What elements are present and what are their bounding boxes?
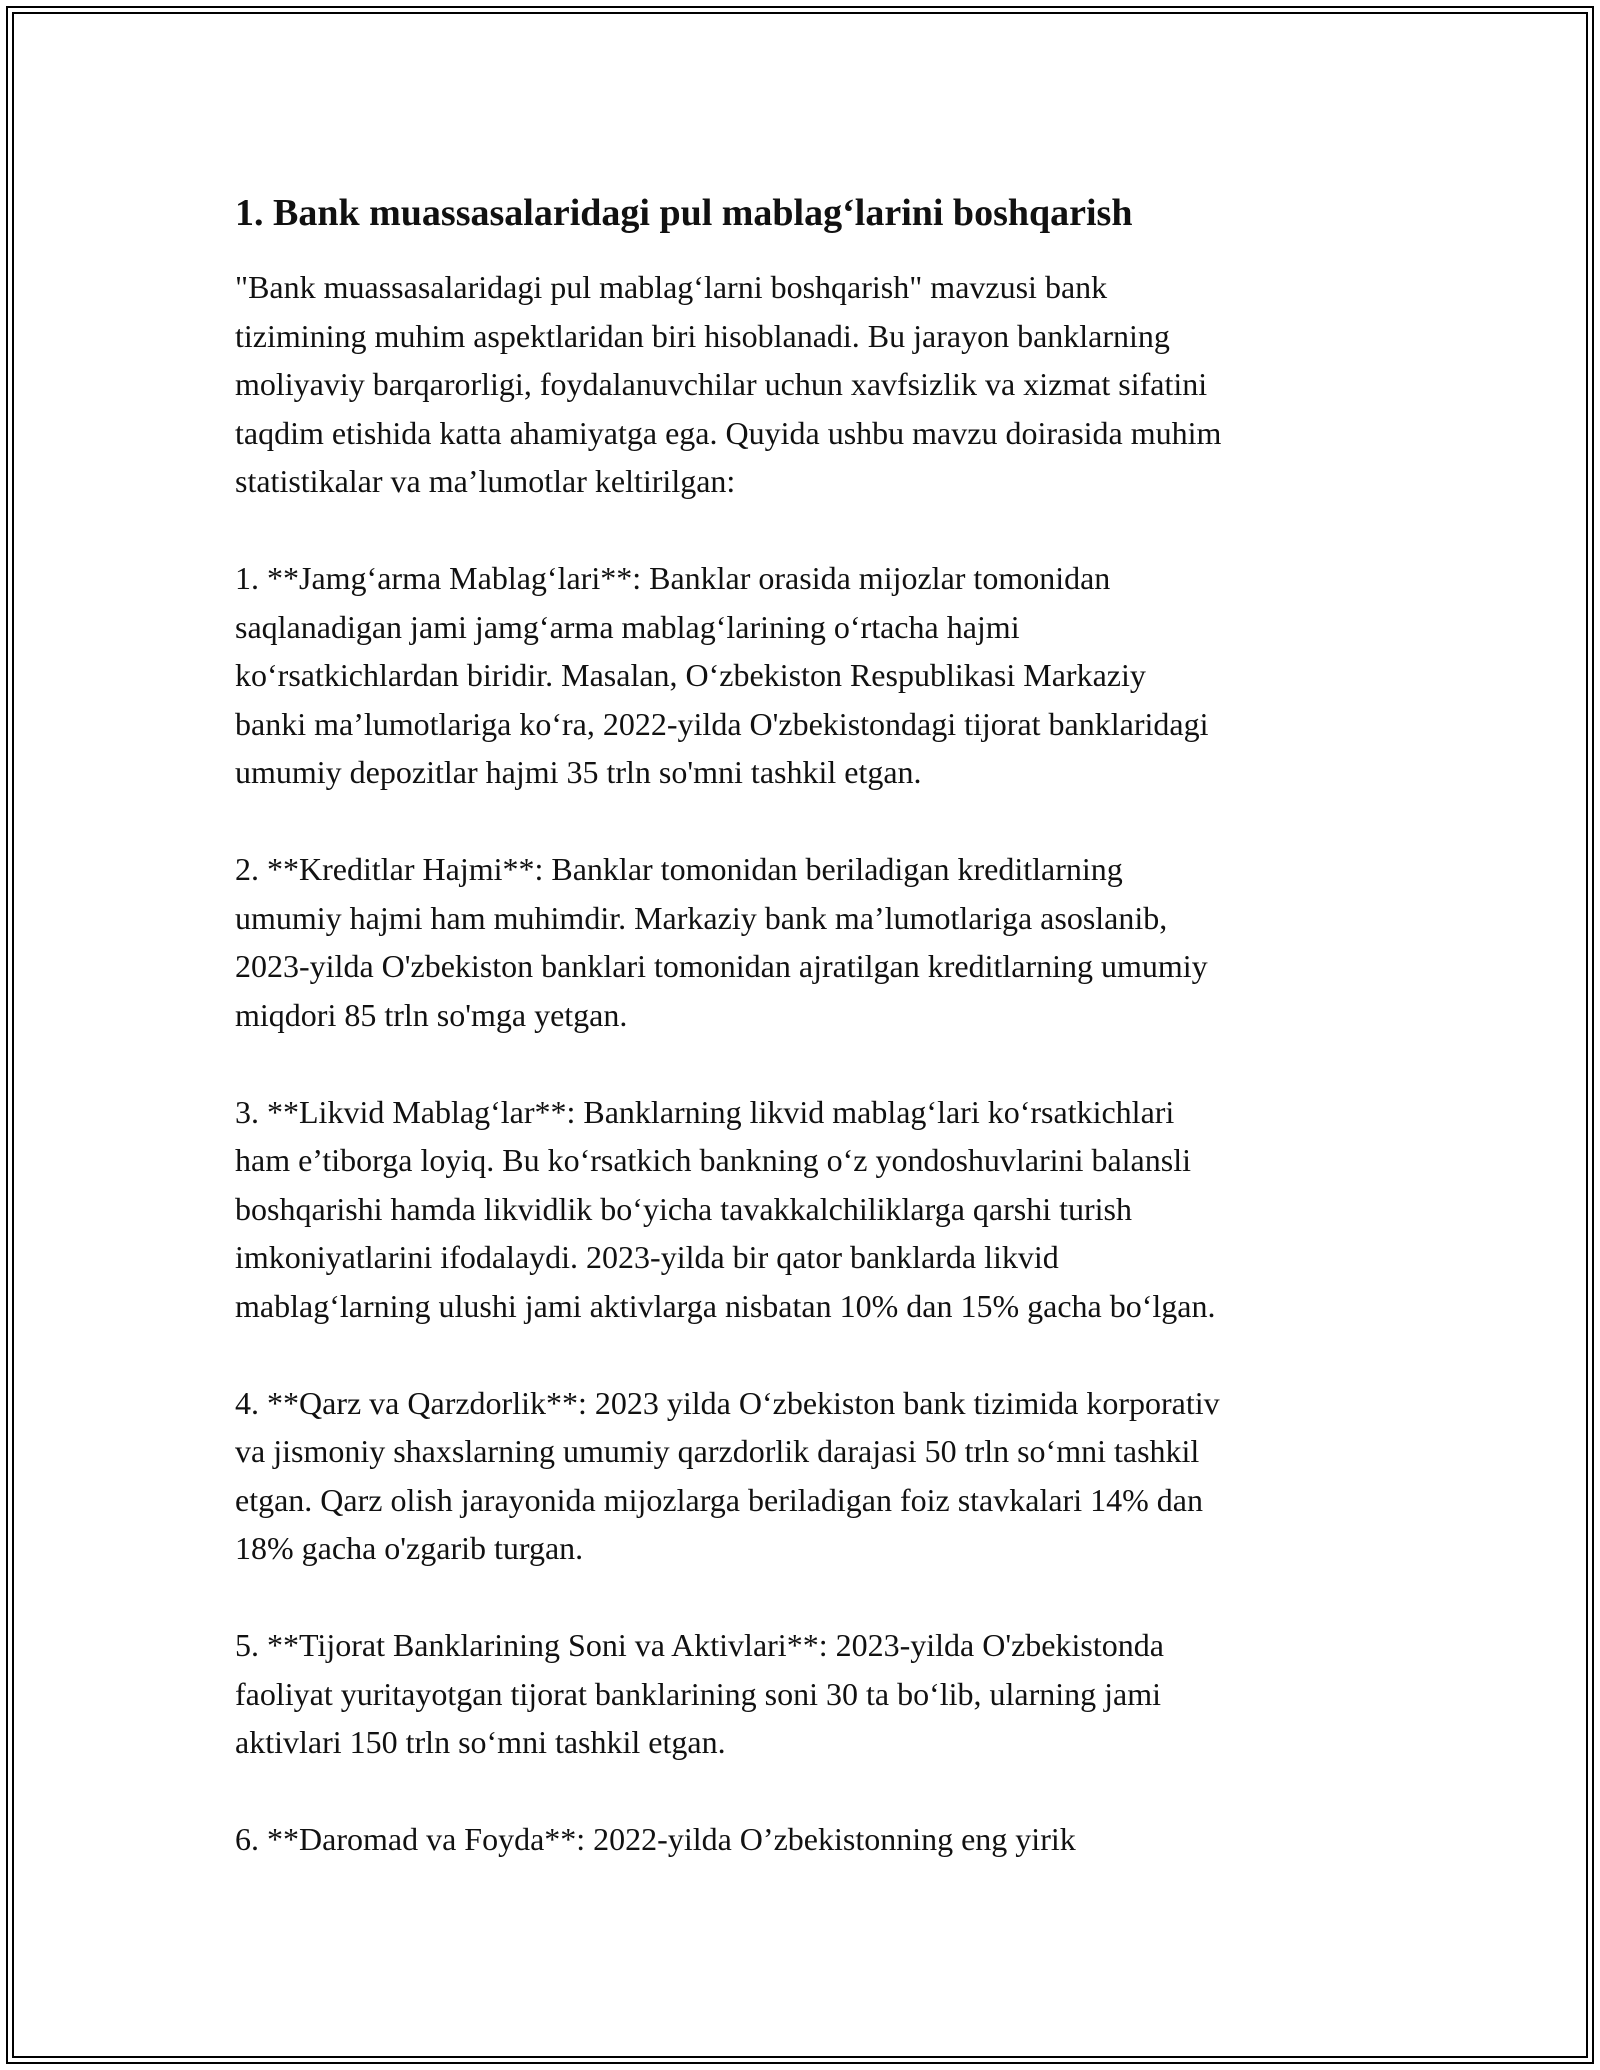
document-body	[235, 185, 1375, 1912]
text-line: va jismoniy shaxslarning umumiy qarzdorlik darajasi 50 trln so‘mni tashkil	[235, 1433, 1200, 1469]
text-line: 5. **Tijorat Banklarining Soni va Aktivlari**: 2023-yilda O'zbekistonda	[235, 1627, 1164, 1663]
text-line: umumiy hajmi ham muhimdir. Markaziy bank ma’lumotlariga asoslanib,	[235, 899, 1168, 936]
text-line: faoliyat yuritayotgan tijorat banklarining soni 30 ta bo‘lib, ularning jami	[235, 1675, 1162, 1712]
text-line: 4. **Qarz va Qarzdorlik**: 2023 yilda O‘zbekiston bank tizimida korporativ	[235, 1384, 1220, 1421]
text-line: ham e’tiborga loyiq. Bu ko‘rsatkich bankning o‘z yondoshuvlarini balansli	[235, 1142, 1191, 1178]
text-line: banki ma’lumotlariga ko‘ra, 2022-yilda O'zbekistondagi tijorat banklaridagi	[235, 705, 1209, 742]
text-line: etgan. Qarz olish jarayonida mijozlarga beriladigan foiz stavkalari 14% dan	[235, 1481, 1203, 1518]
text-line: moliyaviy barqarorligi, foydalanuvchilar uchun xavfsizlik va xizmat sifatini	[235, 366, 1208, 402]
intro-paragraph	[235, 263, 1375, 506]
text-line: 2023-yilda O'zbekiston banklari tomonidan ajratilgan kreditlarning umumiy	[235, 948, 1208, 984]
text-line: miqdori 85 trln so'mga yetgan.	[235, 996, 628, 1033]
list-item-banks-count	[235, 1621, 1375, 1767]
text-line: umumiy depozitlar hajmi 35 trln so'mni tashkil etgan.	[235, 754, 922, 790]
text-line: saqlanadigan jami jamg‘arma mablag‘larining o‘rtacha hajmi	[235, 608, 1020, 645]
text-line: taqdim etishida katta ahamiyatga ega. Quyida ushbu mavzu doirasida muhim	[235, 414, 1222, 451]
list-item-liquidity	[235, 1088, 1375, 1331]
list-item-savings	[235, 554, 1375, 797]
text-line: boshqarishi hamda likvidlik bo‘yicha tavakkalchiliklarga qarshi turish	[235, 1190, 1132, 1227]
list-item-income	[235, 1815, 1375, 1864]
text-line: tizimining muhim aspektlaridan biri hisoblanadi. Bu jarayon banklarning	[235, 317, 1170, 354]
text-line: aktivlari 150 trln so‘mni tashkil etgan.	[235, 1724, 726, 1760]
section-heading: 1. Bank muassasalaridagi pul mablag‘larini boshqarish	[235, 192, 1133, 234]
list-item-debt	[235, 1379, 1375, 1573]
text-line: 3. **Likvid Mablag‘lar**: Banklarning likvid mablag‘lari ko‘rsatkichlari	[235, 1093, 1175, 1130]
text-line: ko‘rsatkichlardan biridir. Masalan, O‘zbekiston Respublikasi Markaziy	[235, 657, 1146, 693]
text-line: 2. **Kreditlar Hajmi**: Banklar tomonidan beriladigan kreditlarning	[235, 851, 1123, 887]
text-line: 18% gacha o'zgarib turgan.	[235, 1530, 584, 1566]
list-item-credits	[235, 845, 1375, 1039]
text-line: imkoniyatlarini ifodalaydi. 2023-yilda bir qator banklarda likvid	[235, 1239, 1059, 1275]
text-line: 6. **Daromad va Foyda**: 2022-yilda O’zbekistonning eng yirik	[235, 1821, 1076, 1857]
text-line: "Bank muassasalaridagi pul mablag‘larni boshqarish" mavzusi bank	[235, 269, 1108, 305]
text-line: 1. **Jamg‘arma Mablag‘lari**: Banklar orasida mijozlar tomonidan	[235, 560, 1111, 596]
text-line: mablag‘larning ulushi jami aktivlarga nisbatan 10% dan 15% gacha bo‘lgan.	[235, 1287, 1216, 1324]
text-line: statistikalar va ma’lumotlar keltirilgan:	[235, 463, 736, 499]
